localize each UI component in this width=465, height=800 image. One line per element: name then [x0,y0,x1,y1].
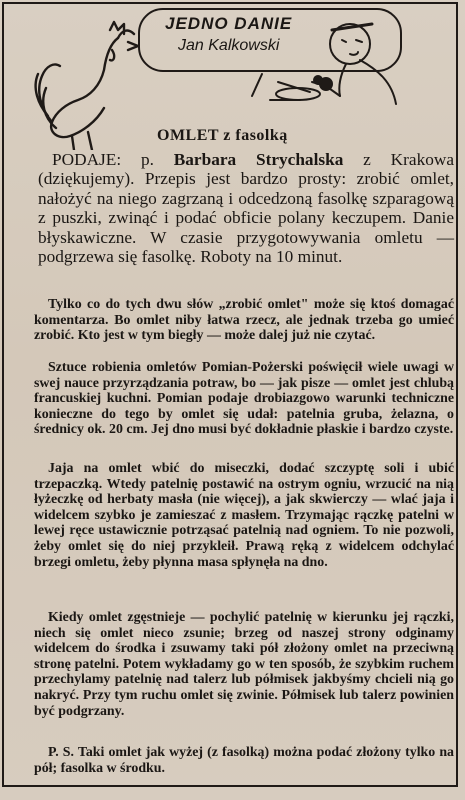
paragraph-text: Jaja na omlet wbić do miseczki, dodać szczyptę soli i ubić trzepaczką. Wtedy patelnię postawić na ostrym ogniu, wrzucić na nią łyżeczkę od herbaty masła (nie więcej), a jak skwierczy — wlać jaja i widelcem szybko je zamieszać z masłem. Trzymając rączkę patelni w lewej ręce ustawicznie potrząsać patelnią nad ogniem. To nie pozwoli, żeby omlet się do niej przykleił. Prawą ręką z widelcem odchylać brzegi omletu, żeby płynna masa spłynęła na dno. [34,461,454,570]
paragraph-comment [34,297,454,344]
author-name: Jan Kalkowski [178,37,280,54]
intro-text: z Krakowa (dziękujemy). Przepis jest bardzo prosty: zrobić omlet, nałożyć na niego zagrzaną i odcedzoną fasolkę szparagową z puszki, zwinąć i podać obficie polany keczupem. Danie błyskawiczne. W czasie przygotowywania omletu — podgrzewa się fasolkę. Roboty na 10 minut. [38,150,454,267]
paragraph-text: Sztuce robienia omletów Pomian-Pożerski poświęcił wiele uwagi w swej nauce przyrządzania potraw, bo — jak pisze — omlet jest chlubą francuskiej kuchni. Pomian podaje drobiazgowo warunki techniczne konieczne do tego by omlet się udał: patelnia gruba, żelazna, o średnicy ok. 20 cm. Jej dno musi być dokładnie płaskie i bardzo czyste. [34,360,454,438]
paragraph-text: Tylko co do tych dwu słów „zrobić omlet" może się ktoś domagać komentarza. Bo omlet niby łatwa rzecz, ale jednak trzeba go umieć zrobić. Kto jest w tym biegły — może dalej już nie czytać. [34,297,454,344]
contributor-name: Barbara Strychalska [173,150,344,169]
intro-paragraph [38,150,454,266]
paragraph-folding [34,610,454,719]
rooster-icon [36,22,138,150]
paragraph-text: Kiedy omlet zgęstnieje — pochylić patelnię w kierunku jej rączki, niech się omlet nieco zsunie; brzeg od naszej strony odginamy widelcem do środka i zsuwamy taki pół złożony omlet na przeciwną stronę patelni. Potem wykładamy go w ten sposób, że szybkim ruchem przechylamy patelnię nad talerz lub półmisek jakbyśmy chcieli nią go nakryć. Przy tym ruchu omlet się zwinie. Półmisek lub talerz powinien być podgrzany. [34,610,454,719]
paragraph-eggs [34,461,454,570]
paragraph-pomian [34,360,454,438]
recipe-title: OMLET z fasolką [157,127,288,144]
intro-lead: PODAJE: p. [52,150,154,169]
paragraph-text: P. S. Taki omlet jak wyżej (z fasolką) można podać złożony tylko na pół; fasolka w środku. [34,745,454,776]
paragraph-postscript [34,745,454,776]
series-title: JEDNO DANIE [165,14,293,33]
